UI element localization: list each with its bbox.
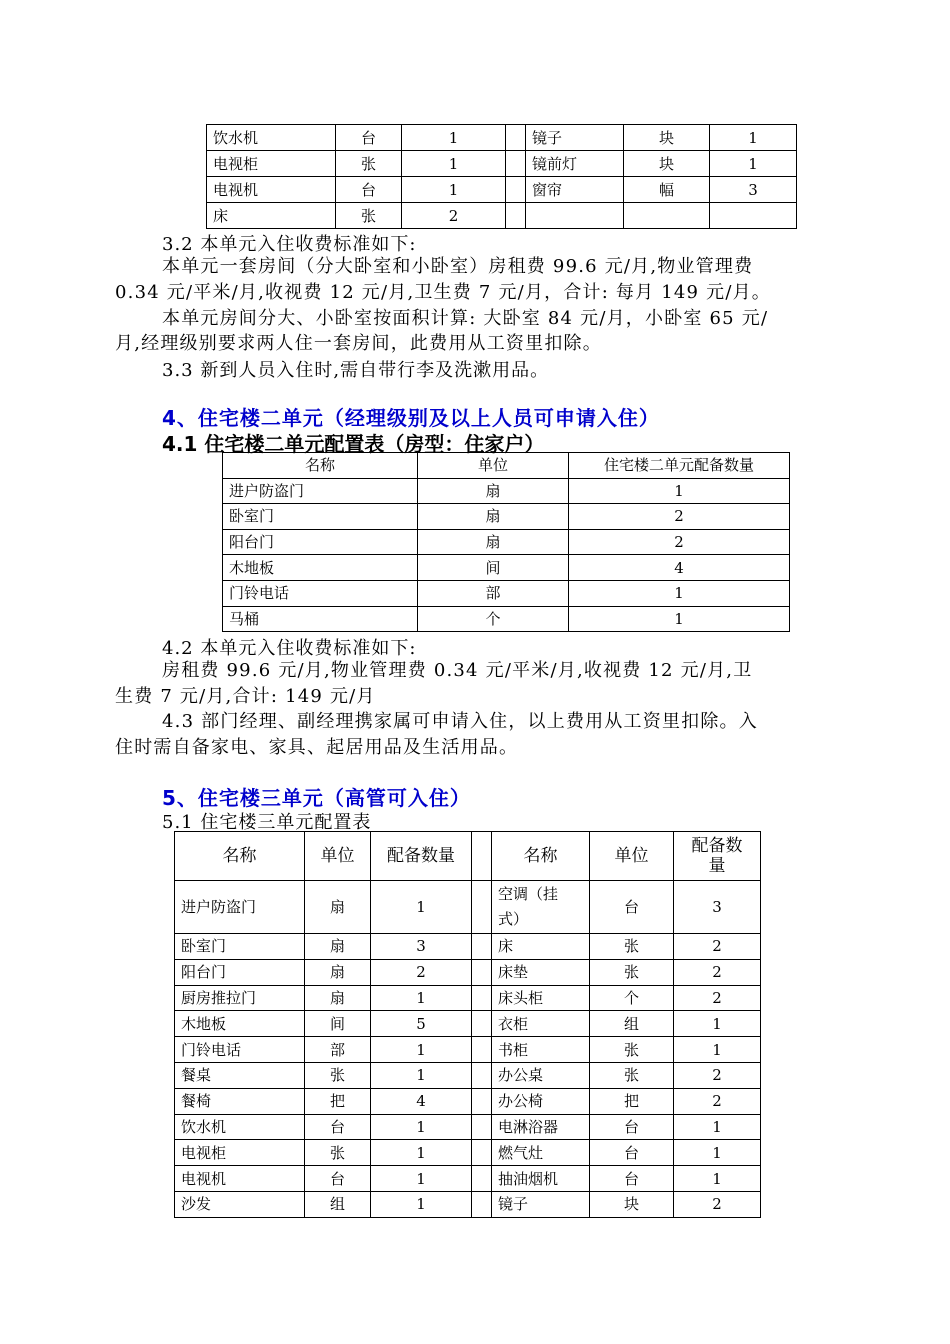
item-name: 电视柜 <box>175 1140 305 1166</box>
item-unit: 块 <box>590 1191 674 1217</box>
item-name: 餐椅 <box>175 1088 305 1114</box>
item-qty: 2 <box>674 959 761 985</box>
item-name: 办公桌 <box>492 1062 590 1088</box>
item-qty: 2 <box>402 203 506 229</box>
item-qty: 1 <box>674 1140 761 1166</box>
item-name: 抽油烟机 <box>492 1166 590 1192</box>
item-qty: 1 <box>371 1062 472 1088</box>
item-unit: 台 <box>590 881 674 934</box>
item-qty: 1 <box>569 580 790 606</box>
spacer-cell <box>472 1088 492 1114</box>
item-name: 办公椅 <box>492 1088 590 1114</box>
item-name: 电视机 <box>207 177 336 203</box>
item-qty: 2 <box>569 504 790 530</box>
item-unit: 组 <box>305 1191 371 1217</box>
item-qty: 1 <box>402 151 506 177</box>
item-name: 进户防盗门 <box>223 478 418 504</box>
section-3-2-title: 3.2 本单元入住收费标准如下: <box>162 234 417 255</box>
item-qty: 4 <box>569 555 790 581</box>
item-qty: 3 <box>674 881 761 934</box>
item-unit: 块 <box>624 125 710 151</box>
item-name: 马桶 <box>223 606 418 632</box>
item-name: 书柜 <box>492 1037 590 1063</box>
item-name: 餐桌 <box>175 1062 305 1088</box>
item-name: 床头柜 <box>492 985 590 1011</box>
item-unit: 张 <box>590 934 674 960</box>
column-header: 住宅楼二单元配备数量 <box>569 453 790 479</box>
spacer-cell <box>506 151 526 177</box>
spacer-cell <box>472 832 492 881</box>
item-unit: 个 <box>418 606 569 632</box>
item-name <box>526 203 624 229</box>
item-qty: 4 <box>371 1088 472 1114</box>
item-qty: 1 <box>371 1191 472 1217</box>
table-row <box>207 125 797 151</box>
spacer-cell <box>506 125 526 151</box>
item-qty: 1 <box>371 1166 472 1192</box>
section-4-3-text-line1: 4.3 部门经理、副经理携家属可申请入住，以上费用从工资里扣除。入 <box>162 711 758 732</box>
item-unit: 把 <box>305 1088 371 1114</box>
table-row <box>223 555 790 581</box>
item-qty: 1 <box>371 1140 472 1166</box>
table-row <box>175 1166 761 1192</box>
item-unit: 张 <box>590 1062 674 1088</box>
item-name: 木地板 <box>175 1011 305 1037</box>
item-unit: 台 <box>305 1114 371 1140</box>
item-name: 厨房推拉门 <box>175 985 305 1011</box>
item-unit: 组 <box>590 1011 674 1037</box>
item-unit: 部 <box>305 1037 371 1063</box>
section-4-2-text-line2: 生费 7 元/月,合计: 149 元/月 <box>115 686 376 707</box>
item-unit: 张 <box>336 151 402 177</box>
section-3-2-room-line2: 月,经理级别要求两人住一套房间，此费用从工资里扣除。 <box>115 333 602 354</box>
item-qty: 1 <box>371 1114 472 1140</box>
item-unit: 部 <box>418 580 569 606</box>
item-name: 卧室门 <box>175 934 305 960</box>
item-name: 阳台门 <box>175 959 305 985</box>
item-name: 饮水机 <box>175 1114 305 1140</box>
item-qty: 1 <box>710 151 797 177</box>
item-unit: 台 <box>305 1166 371 1192</box>
spacer-cell <box>472 1140 492 1166</box>
item-unit: 幅 <box>624 177 710 203</box>
table-row <box>175 1191 761 1217</box>
item-name: 电淋浴器 <box>492 1114 590 1140</box>
column-header: 单位 <box>305 832 371 881</box>
item-name: 床 <box>207 203 336 229</box>
item-qty: 2 <box>674 1191 761 1217</box>
item-name: 进户防盗门 <box>175 881 305 934</box>
section-5-heading: 5、住宅楼三单元（高管可入住） <box>162 786 471 810</box>
item-unit: 台 <box>590 1166 674 1192</box>
column-header: 配备数量 <box>674 832 761 881</box>
item-name: 木地板 <box>223 555 418 581</box>
section-3-2-text-line1: 本单元一套房间（分大卧室和小卧室）房租费 99.6 元/月,物业管理费 <box>162 256 754 277</box>
column-header: 名称 <box>223 453 418 479</box>
item-qty: 2 <box>674 1088 761 1114</box>
item-qty: 1 <box>371 985 472 1011</box>
table-header-row <box>175 832 761 881</box>
item-unit: 把 <box>590 1088 674 1114</box>
column-header: 单位 <box>590 832 674 881</box>
item-unit: 扇 <box>418 529 569 555</box>
table-row <box>223 529 790 555</box>
spacer-cell <box>506 203 526 229</box>
item-name: 镜前灯 <box>526 151 624 177</box>
table-row <box>175 881 761 934</box>
item-qty: 1 <box>402 177 506 203</box>
item-unit: 张 <box>590 1037 674 1063</box>
item-qty: 3 <box>710 177 797 203</box>
item-unit: 张 <box>336 203 402 229</box>
spacer-cell <box>472 1011 492 1037</box>
item-unit: 间 <box>418 555 569 581</box>
section-4-2-text-line1: 房租费 99.6 元/月,物业管理费 0.34 元/平米/月,收视费 12 元/月,卫 <box>162 660 753 681</box>
item-qty: 5 <box>371 1011 472 1037</box>
item-name: 电视柜 <box>207 151 336 177</box>
spacer-cell <box>472 1191 492 1217</box>
item-qty: 1 <box>569 606 790 632</box>
section-4-2-title: 4.2 本单元入住收费标准如下: <box>162 638 417 659</box>
table-row <box>175 1088 761 1114</box>
item-name: 沙发 <box>175 1191 305 1217</box>
item-name: 燃气灶 <box>492 1140 590 1166</box>
spacer-cell <box>472 934 492 960</box>
table-row <box>175 1011 761 1037</box>
unit2-config-table <box>222 452 790 632</box>
item-name: 窗帘 <box>526 177 624 203</box>
item-unit: 台 <box>336 177 402 203</box>
column-header: 名称 <box>175 832 305 881</box>
table-row <box>175 934 761 960</box>
item-unit: 张 <box>305 1062 371 1088</box>
item-name: 电视机 <box>175 1166 305 1192</box>
item-name: 床垫 <box>492 959 590 985</box>
spacer-cell <box>506 177 526 203</box>
item-qty: 1 <box>371 881 472 934</box>
item-name: 镜子 <box>492 1191 590 1217</box>
spacer-cell <box>472 1114 492 1140</box>
item-unit: 个 <box>590 985 674 1011</box>
item-qty: 2 <box>674 1062 761 1088</box>
table-row <box>223 606 790 632</box>
spacer-cell <box>472 1062 492 1088</box>
spacer-cell <box>472 1166 492 1192</box>
item-qty: 1 <box>402 125 506 151</box>
item-qty: 1 <box>674 1114 761 1140</box>
item-unit: 扇 <box>305 934 371 960</box>
item-name: 衣柜 <box>492 1011 590 1037</box>
item-unit: 块 <box>624 151 710 177</box>
table-row <box>175 1140 761 1166</box>
unit3-config-table <box>174 831 761 1218</box>
column-header: 单位 <box>418 453 569 479</box>
item-qty: 2 <box>674 985 761 1011</box>
item-unit: 台 <box>590 1140 674 1166</box>
item-qty: 3 <box>371 934 472 960</box>
item-qty: 1 <box>710 125 797 151</box>
item-unit: 台 <box>590 1114 674 1140</box>
item-qty: 1 <box>674 1011 761 1037</box>
spacer-cell <box>472 985 492 1011</box>
item-qty: 1 <box>674 1166 761 1192</box>
item-qty: 1 <box>371 1037 472 1063</box>
item-name: 床 <box>492 934 590 960</box>
item-qty <box>710 203 797 229</box>
table-row <box>207 203 797 229</box>
item-name: 镜子 <box>526 125 624 151</box>
table-row <box>175 985 761 1011</box>
config-table-continued <box>206 124 797 229</box>
item-name: 饮水机 <box>207 125 336 151</box>
item-name: 空调（挂式） <box>492 881 590 934</box>
item-unit: 扇 <box>305 881 371 934</box>
section-3-3-text: 3.3 新到人员入住时,需自带行李及洗漱用品。 <box>162 360 550 381</box>
item-qty: 2 <box>569 529 790 555</box>
table-row <box>223 580 790 606</box>
table-row <box>175 1062 761 1088</box>
item-unit: 扇 <box>418 478 569 504</box>
column-header: 名称 <box>492 832 590 881</box>
spacer-cell <box>472 959 492 985</box>
item-name: 卧室门 <box>223 504 418 530</box>
spacer-cell <box>472 1037 492 1063</box>
section-4-heading: 4、住宅楼二单元（经理级别及以上人员可申请入住） <box>162 406 660 430</box>
item-unit: 间 <box>305 1011 371 1037</box>
section-3-2-text-line2: 0.34 元/平米/月,收视费 12 元/月,卫生费 7 元/月，合计: 每月 149 元/月。 <box>115 282 771 303</box>
item-qty: 2 <box>674 934 761 960</box>
table-row <box>223 504 790 530</box>
table-row <box>175 1114 761 1140</box>
item-qty: 1 <box>674 1037 761 1063</box>
item-name: 门铃电话 <box>223 580 418 606</box>
item-unit: 张 <box>305 1140 371 1166</box>
spacer-cell <box>472 881 492 934</box>
table-row <box>175 959 761 985</box>
item-name: 门铃电话 <box>175 1037 305 1063</box>
item-unit: 扇 <box>305 985 371 1011</box>
table-row <box>207 177 797 203</box>
item-unit: 台 <box>336 125 402 151</box>
item-unit: 扇 <box>305 959 371 985</box>
item-unit <box>624 203 710 229</box>
table-row <box>223 478 790 504</box>
table-row <box>175 1037 761 1063</box>
item-name: 阳台门 <box>223 529 418 555</box>
column-header: 配备数量 <box>371 832 472 881</box>
item-unit: 扇 <box>418 504 569 530</box>
table-header-row <box>223 453 790 479</box>
section-4-1-subheading: 4.1 住宅楼二单元配置表（房型：住家户） <box>162 432 545 456</box>
section-4-3-text-line2: 住时需自备家电、家具、起居用品及生活用品。 <box>115 737 519 758</box>
item-unit: 张 <box>590 959 674 985</box>
section-5-1-subheading: 5.1 住宅楼三单元配置表 <box>162 812 372 833</box>
item-qty: 1 <box>569 478 790 504</box>
item-qty: 2 <box>371 959 472 985</box>
section-3-2-room-line1: 本单元房间分大、小卧室按面积计算: 大卧室 84 元/月，小卧室 65 元/ <box>162 308 769 329</box>
table-row <box>207 151 797 177</box>
